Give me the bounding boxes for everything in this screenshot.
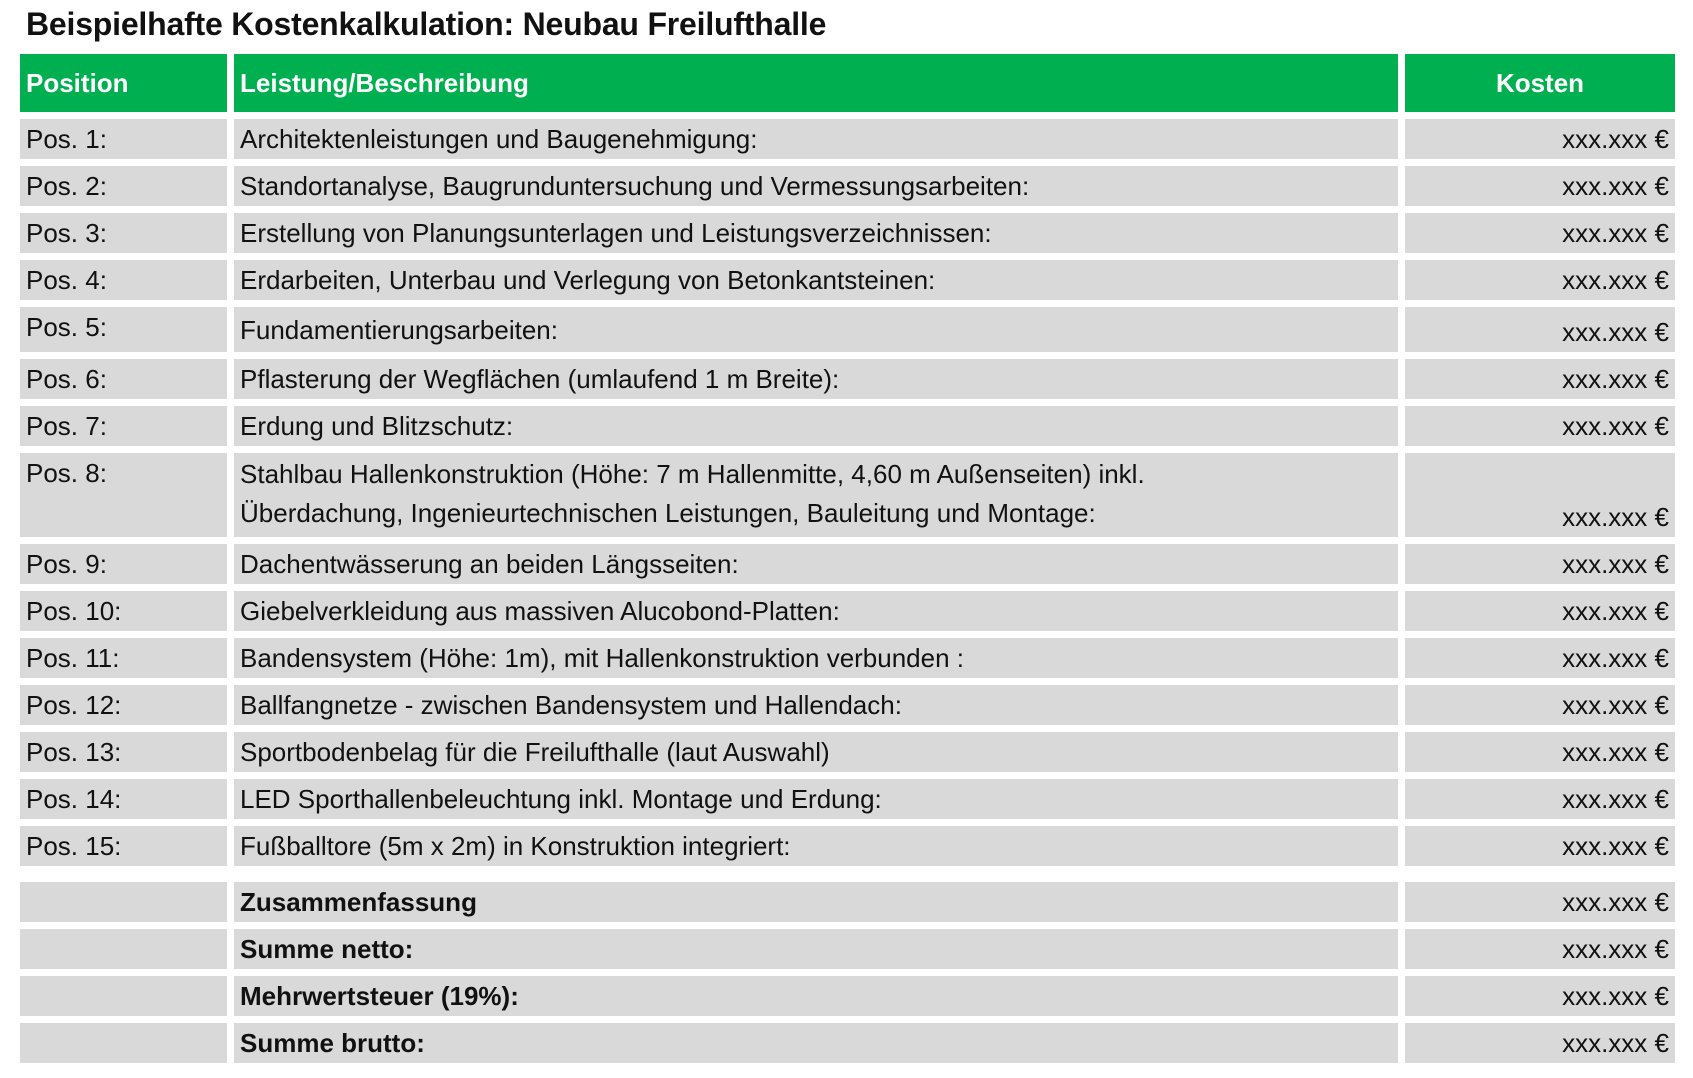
row-14-position: Pos. 14: xyxy=(20,779,227,819)
row-8-position: Pos. 8: xyxy=(20,453,227,537)
summary-1-position xyxy=(20,882,227,922)
row-15-description: Fußballtore (5m x 2m) in Konstruktion integriert: xyxy=(234,826,1398,866)
summary-mwst-cost: xxx.xxx € xyxy=(1405,976,1675,1016)
cost-table xyxy=(20,54,1675,1063)
row-11-position: Pos. 11: xyxy=(20,638,227,678)
row-12-position: Pos. 12: xyxy=(20,685,227,725)
header-description: Leistung/Beschreibung xyxy=(234,54,1398,112)
row-5-description: Fundamentierungsarbeiten: xyxy=(234,307,1398,352)
row-9-cost: xxx.xxx € xyxy=(1405,544,1675,584)
row-6-position: Pos. 6: xyxy=(20,359,227,399)
row-5-cost: xxx.xxx € xyxy=(1405,307,1675,352)
row-7-description: Erdung und Blitzschutz: xyxy=(234,406,1398,446)
row-2-description: Standortanalyse, Baugrunduntersuchung und Vermessungsarbeiten: xyxy=(234,166,1398,206)
summary-netto-cost: xxx.xxx € xyxy=(1405,929,1675,969)
row-4-position: Pos. 4: xyxy=(20,260,227,300)
row-8-cost: xxx.xxx € xyxy=(1405,453,1675,537)
row-12-cost: xxx.xxx € xyxy=(1405,685,1675,725)
row-7-position: Pos. 7: xyxy=(20,406,227,446)
row-6-cost: xxx.xxx € xyxy=(1405,359,1675,399)
row-10-position: Pos. 10: xyxy=(20,591,227,631)
row-15-cost: xxx.xxx € xyxy=(1405,826,1675,866)
row-6-description: Pflasterung der Wegflächen (umlaufend 1 m Breite): xyxy=(234,359,1398,399)
row-8-description xyxy=(234,453,1398,537)
row-10-description: Giebelverkleidung aus massiven Alucobond-Platten: xyxy=(234,591,1398,631)
summary-zusammenfassung-label: Zusammenfassung xyxy=(234,882,1398,922)
row-11-description: Bandensystem (Höhe: 1m), mit Hallenkonstruktion verbunden : xyxy=(234,638,1398,678)
row-15-position: Pos. 15: xyxy=(20,826,227,866)
row-12-description: Ballfangnetze - zwischen Bandensystem und Hallendach: xyxy=(234,685,1398,725)
summary-3-position xyxy=(20,976,227,1016)
row-7-cost: xxx.xxx € xyxy=(1405,406,1675,446)
row-1-description: Architektenleistungen und Baugenehmigung: xyxy=(234,119,1398,159)
row-13-position: Pos. 13: xyxy=(20,732,227,772)
header-position: Position xyxy=(20,54,227,112)
row-5-position: Pos. 5: xyxy=(20,307,227,352)
row-13-description: Sportbodenbelag für die Freilufthalle (laut Auswahl) xyxy=(234,732,1398,772)
row-3-position: Pos. 3: xyxy=(20,213,227,253)
row-13-cost: xxx.xxx € xyxy=(1405,732,1675,772)
summary-mwst-label: Mehrwertsteuer (19%): xyxy=(234,976,1398,1016)
section-spacer xyxy=(20,873,1675,875)
row-4-cost: xxx.xxx € xyxy=(1405,260,1675,300)
summary-brutto-label: Summe brutto: xyxy=(234,1023,1398,1063)
row-10-cost: xxx.xxx € xyxy=(1405,591,1675,631)
row-9-description: Dachentwässerung an beiden Längsseiten: xyxy=(234,544,1398,584)
row-3-cost: xxx.xxx € xyxy=(1405,213,1675,253)
row-2-cost: xxx.xxx € xyxy=(1405,166,1675,206)
summary-4-position xyxy=(20,1023,227,1063)
row-11-cost: xxx.xxx € xyxy=(1405,638,1675,678)
row-2-position: Pos. 2: xyxy=(20,166,227,206)
row-4-description: Erdarbeiten, Unterbau und Verlegung von Betonkantsteinen: xyxy=(234,260,1398,300)
summary-zusammenfassung-cost: xxx.xxx € xyxy=(1405,882,1675,922)
summary-netto-label: Summe netto: xyxy=(234,929,1398,969)
row-14-description: LED Sporthallenbeleuchtung inkl. Montage und Erdung: xyxy=(234,779,1398,819)
summary-2-position xyxy=(20,929,227,969)
summary-brutto-cost: xxx.xxx € xyxy=(1405,1023,1675,1063)
row-14-cost: xxx.xxx € xyxy=(1405,779,1675,819)
row-1-position: Pos. 1: xyxy=(20,119,227,159)
row-3-description: Erstellung von Planungsunterlagen und Leistungsverzeichnissen: xyxy=(234,213,1398,253)
row-8-description-line-1: Stahlbau Hallenkonstruktion (Höhe: 7 m Hallenmitte, 4,60 m Außenseiten) inkl. xyxy=(240,459,1145,489)
cost-calculation-page xyxy=(20,0,1675,1063)
page-title: Beispielhafte Kostenkalkulation: Neubau Freilufthalle xyxy=(26,6,827,42)
row-9-position: Pos. 9: xyxy=(20,544,227,584)
header-cost: Kosten xyxy=(1405,54,1675,112)
row-1-cost: xxx.xxx € xyxy=(1405,119,1675,159)
row-8-description-line-2: Überdachung, Ingenieurtechnischen Leistungen, Bauleitung und Montage: xyxy=(240,498,1096,528)
